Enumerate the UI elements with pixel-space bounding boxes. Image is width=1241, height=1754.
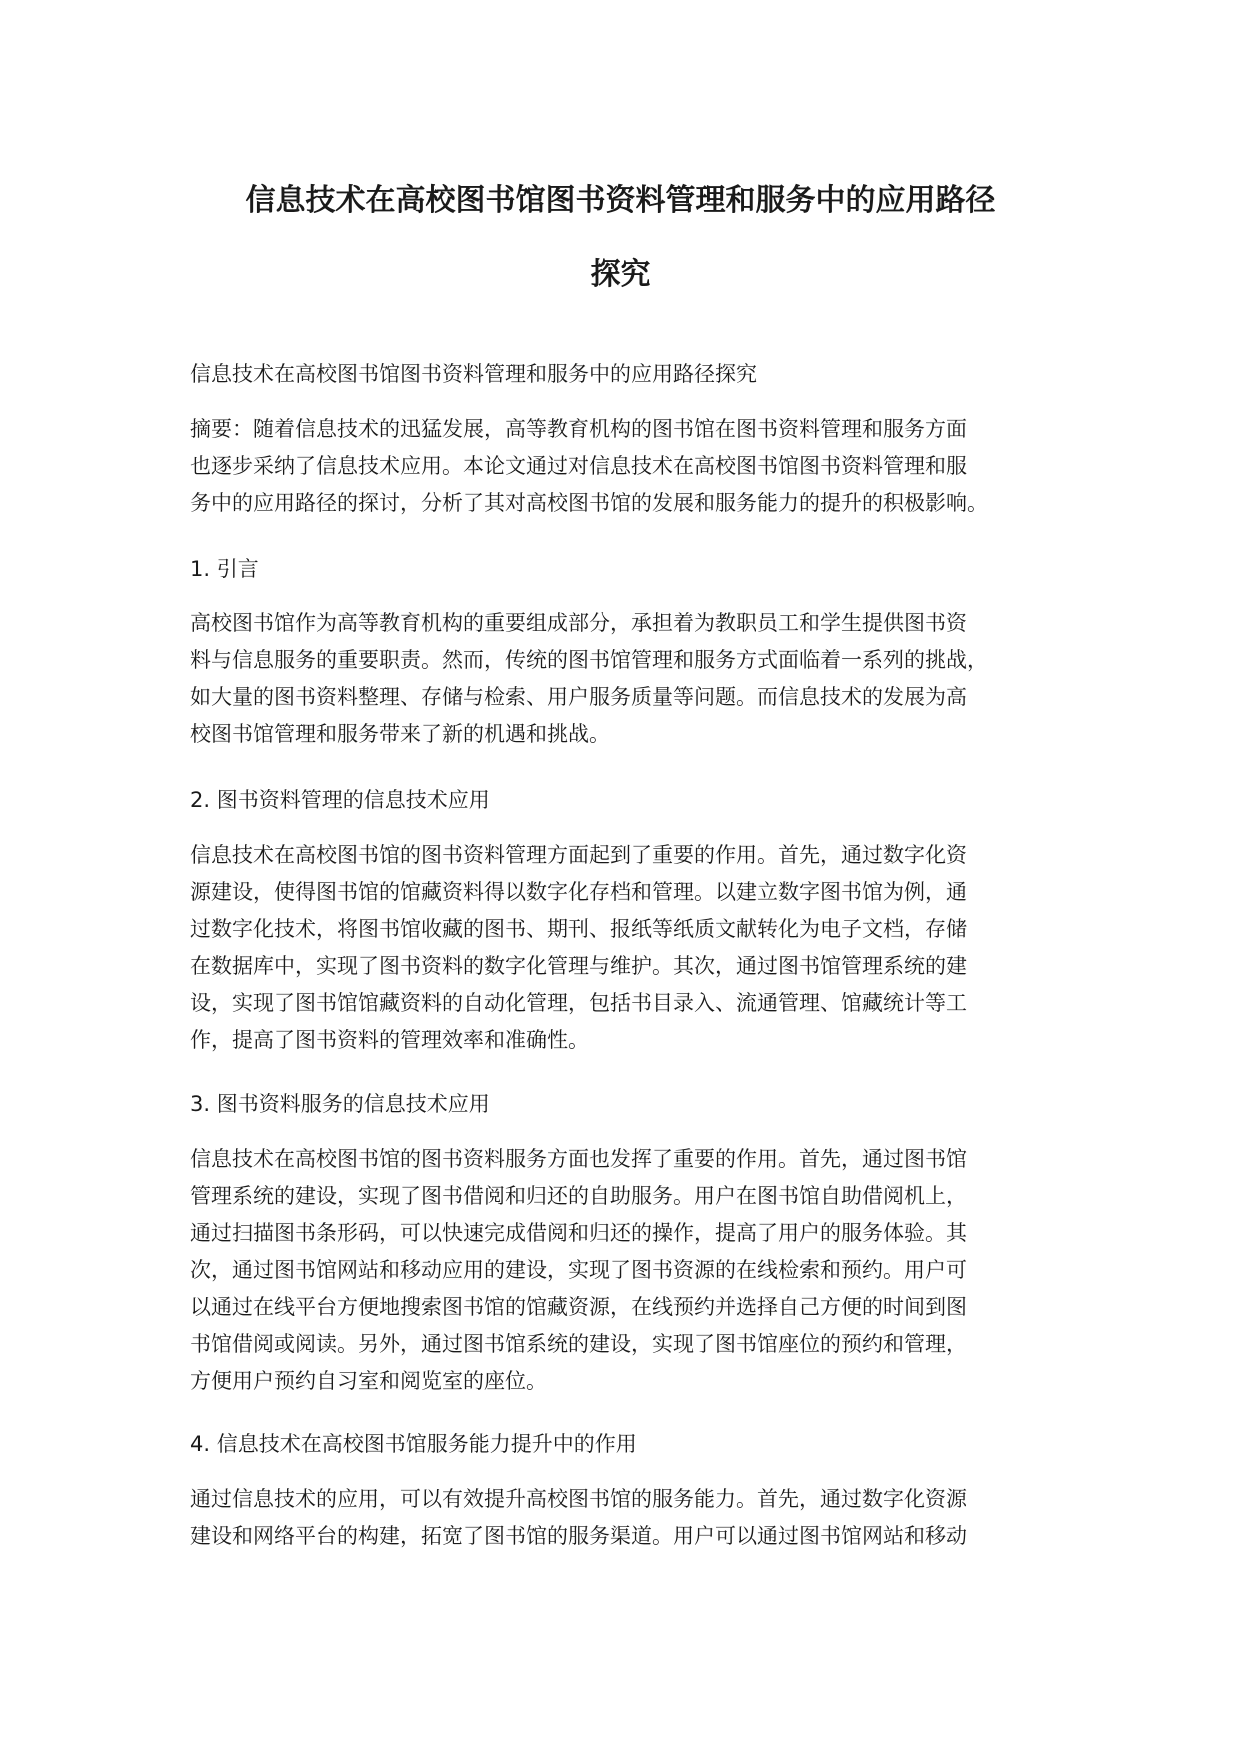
- paragraph-line: 过数字化技术，将图书馆收藏的图书、期刊、报纸等纸质文献转化为电子文档，存储: [190, 917, 967, 941]
- paragraph-line: 如大量的图书资料整理、存储与检索、用户服务质量等问题。而信息技术的发展为高: [190, 685, 967, 709]
- paragraph-line: 通过扫描图书条形码，可以快速完成借阅和归还的操作，提高了用户的服务体验。其: [190, 1221, 967, 1245]
- section-heading-introduction: 1. 引言: [190, 557, 259, 581]
- paragraph-line: 源建设，使得图书馆的馆藏资料得以数字化存档和管理。以建立数字图书馆为例，通: [190, 880, 967, 904]
- abstract-line: 也逐步采纳了信息技术应用。本论文通过对信息技术在高校图书馆图书资料管理和服: [190, 454, 967, 478]
- paragraph-line: 次，通过图书馆网站和移动应用的建设，实现了图书资源的在线检索和预约。用户可: [190, 1258, 967, 1282]
- document-subtitle: 信息技术在高校图书馆图书资料管理和服务中的应用路径探究: [190, 362, 757, 386]
- paragraph-line: 设，实现了图书馆馆藏资料的自动化管理，包括书目录入、流通管理、馆藏统计等工: [190, 991, 967, 1015]
- paragraph-line: 以通过在线平台方便地搜索图书馆的馆藏资源，在线预约并选择自己方便的时间到图: [190, 1295, 967, 1319]
- paragraph-line: 管理系统的建设，实现了图书借阅和归还的自助服务。用户在图书馆自助借阅机上，: [190, 1184, 967, 1208]
- abstract-line: 务中的应用路径的探讨，分析了其对高校图书馆的发展和服务能力的提升的积极影响。: [190, 491, 988, 515]
- paragraph-line: 在数据库中，实现了图书资料的数字化管理与维护。其次，通过图书馆管理系统的建: [190, 954, 967, 978]
- section-heading-services: 3. 图书资料服务的信息技术应用: [190, 1092, 490, 1116]
- paragraph-line: 方便用户预约自习室和阅览室的座位。: [190, 1369, 547, 1393]
- section-body-management: [190, 837, 1070, 1059]
- paragraph-line: 信息技术在高校图书馆的图书资料服务方面也发挥了重要的作用。首先，通过图书馆: [190, 1147, 967, 1171]
- paragraph-line: 建设和网络平台的构建，拓宽了图书馆的服务渠道。用户可以通过图书馆网站和移动: [190, 1524, 967, 1548]
- section-body-services: [190, 1141, 1070, 1400]
- section-body-service-capability: [190, 1481, 1070, 1555]
- abstract-line: 摘要：随着信息技术的迅猛发展，高等教育机构的图书馆在图书资料管理和服务方面: [190, 417, 967, 441]
- section-heading-service-capability: 4. 信息技术在高校图书馆服务能力提升中的作用: [190, 1432, 637, 1456]
- document-title-line2: 探究: [590, 257, 651, 292]
- paragraph-line: 料与信息服务的重要职责。然而，传统的图书馆管理和服务方式面临着一系列的挑战，: [190, 648, 988, 672]
- abstract-paragraph: [190, 411, 1070, 522]
- paragraph-line: 信息技术在高校图书馆的图书资料管理方面起到了重要的作用。首先，通过数字化资: [190, 843, 967, 867]
- section-heading-management: 2. 图书资料管理的信息技术应用: [190, 788, 490, 812]
- paragraph-line: 作，提高了图书资料的管理效率和准确性。: [190, 1028, 589, 1052]
- section-body-introduction: [190, 605, 1070, 753]
- paragraph-line: 通过信息技术的应用，可以有效提升高校图书馆的服务能力。首先，通过数字化资源: [190, 1487, 967, 1511]
- paragraph-line: 校图书馆管理和服务带来了新的机遇和挑战。: [190, 722, 610, 746]
- paragraph-line: 高校图书馆作为高等教育机构的重要组成部分，承担着为教职员工和学生提供图书资: [190, 611, 967, 635]
- paragraph-line: 书馆借阅或阅读。另外，通过图书馆系统的建设，实现了图书馆座位的预约和管理，: [190, 1332, 967, 1356]
- document-title-line1: 信息技术在高校图书馆图书资料管理和服务中的应用路径: [245, 183, 996, 218]
